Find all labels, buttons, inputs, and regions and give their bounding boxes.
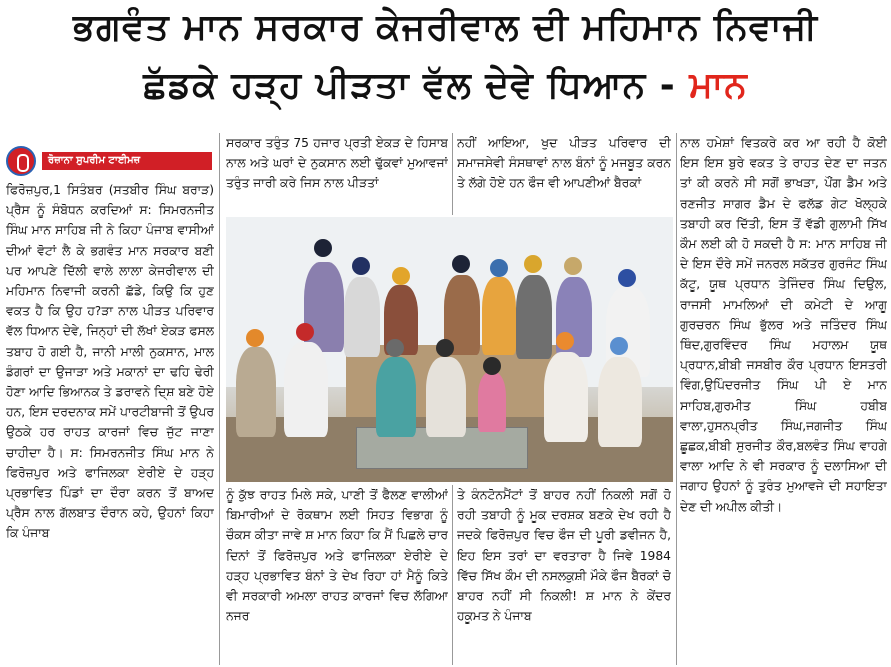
- photo-person-head: [246, 329, 264, 347]
- article-column-4-text: ਨਾਲ ਹਮੇਸ਼ਾਂ ਵਿਤਕਰੇ ਕਰ ਆ ਰਹੀ ਹੈ ਕੋਈ ਇਸ ਇਸ ਬੁਰੇ ਵਕਤ ਤੇ ਰਾਹਤ ਦੇਣ ਦਾ ਜਤਨ ਤਾਂ ਕੀ ਕਰਨੇ ਸੀ ਸਗੋਂ ਭਾਖੜਾ, ਪੌਂਗ ਡੈਮ ਅਤੇ ਰਣਜੀਤ ਸਾਗਰ ਡੈਮ ਦੇ ਫਲੱਡ ਗੇਟ ਖੋਲ੍ਹਕੇ ਤਬਾਹੀ ਕਰ ਦਿੱਤੀ, ਇਸ ਤੋਂ ਵੱਡੀ ਗੁਲਾਮੀ ਸਿੱਖ ਕੌਮ ਲਈ ਕੀ ਹੋ ਸਕਦੀ ਹੈ ਸ: ਮਾਨ ਸਾਹਿਬ ਜੀ ਦੇ ਇਸ ਦੌਰੇ ਸਮੇਂ ਜਨਰਲ ਸਕੱਤਰ ਗੁਰਜੰਟ ਸਿੰਘ ਕੱਟੂ, ਯੂਥ ਪ੍ਰਧਾਨ ਤੇਜਿੰਦਰ ਸਿੰਘ ਦਿਉਲ, ਰਾਜਸੀ ਮਾਮਲਿਆਂ ਦੀ ਕਮੇਟੀ ਦੇ ਆਗੂ ਗੁਰਚਰਨ ਸਿੰਘ ਭੁੱਲਰ ਅਤੇ ਜਤਿੰਦਰ ਸਿੰਘ ਥਿੰਦ,ਗੁਰਵਿੰਦਰ ਸਿੰਘ ਮਹਾਲਮ ਯੂਥ ਪ੍ਰਧਾਨ,ਬੀਬੀ ਜਸਬੀਰ ਕੌਰ ਪ੍ਰਧਾਨ ਇਸਤਰੀ ਵਿੰਗ,ਉਪਿੰਦਰਜੀਤ ਸਿੰਘ ਪੀ ਏ ਮਾਨ ਸਾਹਿਬ,ਗੁਰਮੀਤ ਸਿੰਘ ਹਬੀਬ ਵਾਲਾ,ਹੁਸਨਪ੍ਰੀਤ ਸਿੰਘ,ਜਗਜੀਤ ਸਿੰਘ ਛੂਛਕ,ਬੀਬੀ ਸੁਰਜੀਤ ਕੌਰ,ਬਲਵੰਤ ਸਿੰਘ ਵਾਹਗੇ ਵਾਲਾ ਆਦਿ ਨੇ ਵੀ ਸਰਕਾਰ ਨੂੰ ਦਲਾਸਿਆ ਦੀ ਜਗਾਹ ਉਹਨਾਂ ਨੂੰ ਤੁਰੰਤ ਮੁਆਵਜੇ ਦੀ ਸਹਾਇਤਾ ਦੇਣ ਦੀ ਅਪੀਲ ਕੀਤੀ।: [680, 136, 887, 514]
- article-column-2-bottom-text: ਨੂੰ ਕੁੱਝ ਰਾਹਤ ਮਿਲੇ ਸਕੇ, ਪਾਣੀ ਤੋਂ ਫੈਲਣ ਵਾਲੀਆਂ ਬਿਮਾਰੀਆਂ ਦੇ ਰੋਕਥਾਮ ਲਈ ਸਿਹਤ ਵਿਭਾਗ ਨੂੰ ਚੌਕਸ ਕੀਤਾ ਜਾਵੇ ਸ਼ ਮਾਨ ਕਿਹਾ ਕਿ ਮੈਂ ਪਿਛਲੇ ਚਾਰ ਦਿਨਾਂ ਤੋਂ ਫਿਰੋਜ਼ਪੁਰ ਅਤੇ ਫਾਜਿਲਕਾ ਏਰੀਏ ਦੇ ਹੜ੍ਹ ਪ੍ਰਭਾਵਿਤ ਬੰਨਾਂ ਤੇ ਦੇਖ ਰਿਹਾ ਹਾਂ ਮੈਨੂੰ ਕਿਤੇ ਵੀ ਸਰਕਾਰੀ ਅਮਲਾ ਰਾਹਤ ਕਾਰਜਾਂ ਵਿਚ ਲੱਗਿਆ ਨਜਰ: [226, 488, 448, 624]
- photo-person-head: [296, 323, 314, 341]
- article-column-1: [6, 180, 214, 665]
- photo-person-head: [452, 255, 470, 273]
- article-column-4: [680, 133, 887, 665]
- photo-person: [426, 357, 466, 437]
- photo-person: [516, 275, 552, 359]
- newspaper-logo: [6, 146, 214, 176]
- photo-person: [236, 347, 276, 437]
- photo-person-head: [436, 339, 454, 357]
- article-column-1-text: ਫਿਰੋਜ਼ਪੁਰ,1 ਸਿਤੰਬਰ (ਸਤਬੀਰ ਸਿੰਘ ਬਰਾੜ) ਪ੍ਰੈਸ ਨੂੰ ਸੰਬੋਧਨ ਕਰਦਿਆਂ ਸ: ਸਿਮਰਨਜੀਤ ਸਿੰਘ ਮਾਨ ਸਾਹਿਬ ਜੀ ਨੇ ਕਿਹਾ ਪੰਜਾਬ ਵਾਸੀਆਂ ਦੀਆਂ ਵੋਟਾਂ ਲੈ ਕੇ ਭਗਵੰਤ ਮਾਨ ਸਰਕਾਰ ਬਣੀ ਪਰ ਆਪਣੇ ਦਿੱਲੀ ਵਾਲੇ ਲਾਲਾ ਕੇਜਰੀਵਾਲ ਦੀ ਮਹਿਮਾਨ ਨਿਵਾਜੀ ਕਰਨੀ ਛੱਡੇ, ਕਿਉ ਕਿ ਹੁਣ ਵਕਤ ਹੈ ਕਿ ਉਹ ਹ?ੜਾ ਨਾਲ ਪੀੜਤ ਪਰਿਵਾਰ ਵੱਲ ਧਿਆਨ ਦੇਵੇ, ਜਿਨ੍ਹਾਂ ਦੀ ਲੱਖਾਂ ਏਕੜ ਫਸਲ ਤਬਾਹ ਹੋ ਗਈ ਹੈ, ਜਾਨੀ ਮਾਲੀ ਨੁਕਸਾਨ, ਮਾਲ ਡੰਗਰਾਂ ਦਾ ਉਜਾੜਾ ਅਤੇ ਮਕਾਨਾਂ ਦਾ ਢਹਿ ਢੇਰੀ ਹੋਣਾ ਆਦਿ ਭਿਆਨਕ ਤੇ ਡਰਾਵਨੇ ਦਿ੍ਸ਼ ਬਣੇ ਹੋਏ ਹਨ, ਇਸ ਦਰਦਨਾਕ ਸਮੇਂ ਪਾਰਟੀਬਾਜੀ ਤੋਂ ਉਪਰ ਉਠਕੇ ਹਰ ਰਾਹਤ ਕਾਰਜਾਂ ਵਿਚ ਜੁੱਟ ਜਾਣਾ ਚਾਹੀਦਾ ਹੈ। ਸ: ਸਿਮਰਨਜੀਤ ਸਿੰਘ ਮਾਨ ਨੇ ਫਿਰੋਜ਼ਪੁਰ ਅਤੇ ਫਾਜਿਲਕਾ ਏਰੀਏ ਦੇ ਹੜ੍ਹ ਪ੍ਰਭਾਵਿਤ ਪਿੰਡਾਂ ਦਾ ਦੌਰਾ ਕਰਨ ਤੋਂ ਬਾਅਦ ਪ੍ਰੈਸ ਨਾਲ ਗੱਲਬਾਤ ਦੌਰਾਨ ਕਹੇ, ਉਹਨਾਂ ਕਿਹਾ ਕਿ ਪੰਜਾਬ: [6, 183, 214, 541]
- column-divider: [452, 485, 453, 665]
- photo-person: [598, 357, 642, 447]
- article-column-2-top: [226, 133, 448, 215]
- headline-line-2: [0, 64, 891, 108]
- logo-text: ਰੋਜ਼ਾਨਾ ਸੁਪਰੀਮ ਟਾਈਮਜ਼: [42, 152, 212, 170]
- group-photo: [226, 217, 673, 482]
- photo-person-head: [524, 255, 542, 273]
- column-divider: [452, 133, 453, 215]
- photo-person-head: [483, 357, 501, 375]
- headline-accent-word: ਮਾਨ: [689, 65, 748, 106]
- article-column-3-top: [457, 133, 671, 215]
- photo-person: [344, 277, 380, 357]
- headline-line-2-main: ਛੱਡਕੇ ਹੜ੍ਹ ਪੀੜਤਾ ਵੱਲ ਦੇਵੇ ਧਿਆਨ -: [143, 65, 690, 106]
- photo-person-head: [610, 337, 628, 355]
- article-column-2-top-text: ਸਰਕਾਰ ਤਰੁੰਤ 75 ਹਜਾਰ ਪ੍ਰਤੀ ਏਕੜ ਦੇ ਹਿਸਾਬ ਨਾਲ ਅਤੇ ਘਰਾਂ ਦੇ ਨੁਕਸਾਨ ਲਈ ਢੁੱਕਵਾਂ ਮੁਆਵਜਾਂ ਤਰੁੰਤ ਜਾਰੀ ਕਰੇ ਜਿਸ ਨਾਲ ਪੀੜਤਾਂ: [226, 136, 448, 191]
- photo-person-head: [564, 257, 582, 275]
- column-divider: [676, 133, 677, 665]
- photo-person: [478, 372, 506, 432]
- headline-line-1: ਭਗਵੰਤ ਮਾਨ ਸਰਕਾਰ ਕੇਜਰੀਵਾਲ ਦੀ ਮਹਿਮਾਨ ਨਿਵਾਜੀ: [72, 7, 819, 48]
- photo-person: [544, 352, 588, 442]
- photo-person-head: [314, 239, 332, 257]
- photo-person: [376, 357, 416, 437]
- photo-person-head: [352, 257, 370, 275]
- article-column-3-bottom: [457, 485, 671, 665]
- article-column-2-bottom: [226, 485, 448, 665]
- article-column-3-bottom-text: ਤੇ ਕੰਨਟੋਨਮੈਂਟਾਂ ਤੋਂ ਬਾਹਰ ਨਹੀਂ ਨਿਕਲੀ ਸਗੋਂ ਹੋ ਰਹੀ ਤਬਾਹੀ ਨੂੰ ਮੂਕ ਦਰਸ਼ਕ ਬਣਕੇ ਦੇਖ ਰਹੀ ਹੈ ਜਦਕੇ ਫਿਰੋਜ਼ਪੁਰ ਵਿਚ ਫੌਜ ਦੀ ਪੂਰੀ ਡਵੀਜਨ ਹੈ, ਇਹ ਇਸ ਤਰਾਂ ਦਾ ਵਰਤਾਰਾ ਹੈ ਜਿਵੇ 1984 ਵਿੱਚ ਸਿੱਖ ਕੌਮ ਦੀ ਨਸਲਕੁਸ਼ੀ ਮੌਕੇ ਫੌਜ ਬੈਰਕਾਂ ਚੋ ਬਾਹਰ ਨਹੀਂ ਸੀ ਨਿਕਲੀ! ਸ਼ ਮਾਨ ਨੇ ਕੇਂਦਰ ਹਕੂਮਤ ਨੇ ਪੰਜਾਬ: [457, 488, 671, 624]
- photo-person: [482, 277, 516, 355]
- photo-person-head: [392, 267, 410, 285]
- photo-person-head: [386, 339, 404, 357]
- article-column-3-top-text: ਨਹੀਂ ਆਇਆ, ਖੁਦ ਪੀੜਤ ਪਰਿਵਾਰ ਦੀ ਸਮਾਜਸੇਵੀ ਸੰਸਥਾਵਾਂ ਨਾਲ ਬੰਨਾਂ ਨੂੰ ਮਜਬੂਤ ਕਰਨ ਤੇ ਲੱਗੇ ਹੋਏ ਹਨ ਫੌਜ ਵੀ ਆਪਣੀਆਂ ਬੈਰਕਾਂ: [457, 136, 671, 191]
- column-divider: [219, 133, 220, 665]
- photo-person-head: [618, 269, 636, 287]
- photo-person-head: [556, 332, 574, 350]
- photo-person-head: [490, 259, 508, 277]
- photo-person: [284, 342, 328, 437]
- logo-emblem-icon: [6, 146, 36, 176]
